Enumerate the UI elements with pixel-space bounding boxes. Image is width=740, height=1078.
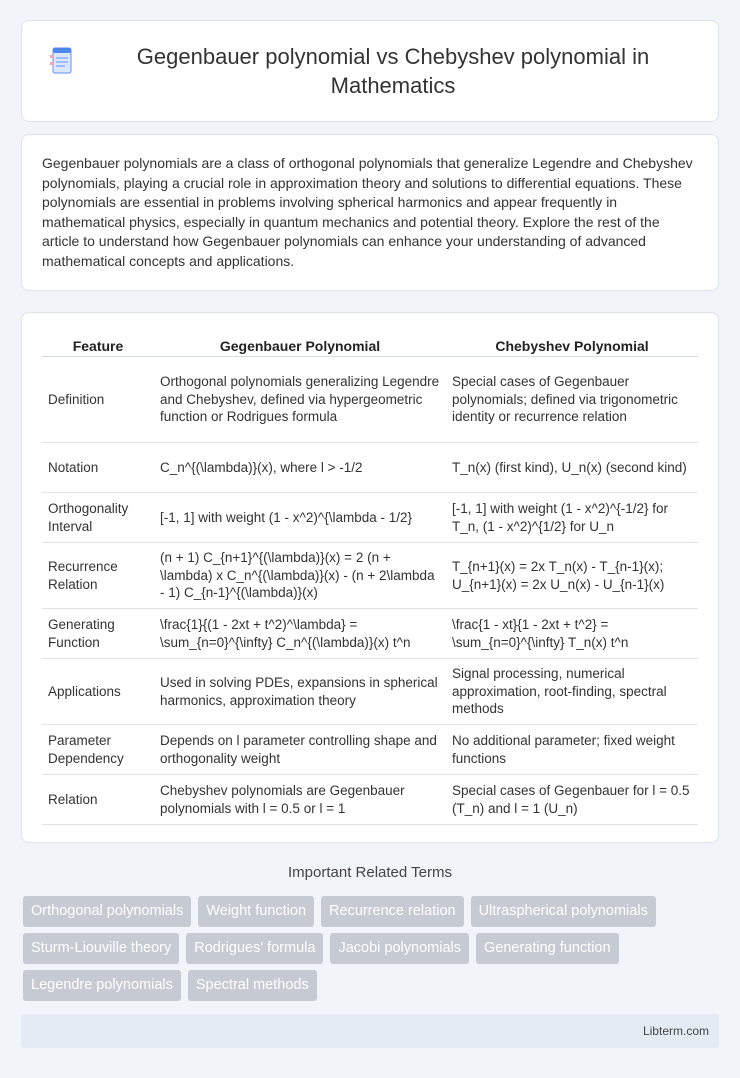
- gegenbauer-cell: Chebyshev polynomials are Gegenbauer polynomials with l = 0.5 or l = 1: [154, 775, 446, 825]
- related-term-tag[interactable]: Rodrigues' formula: [186, 933, 323, 964]
- related-term-tag[interactable]: Recurrence relation: [321, 896, 464, 927]
- feature-cell: Parameter Dependency: [42, 725, 154, 775]
- gegenbauer-cell: Used in solving PDEs, expansions in spherical harmonics, approximation theory: [154, 659, 446, 725]
- comparison-table: [42, 333, 698, 825]
- table-row: [42, 659, 698, 725]
- chebyshev-cell: No additional parameter; fixed weight functions: [446, 725, 698, 775]
- table-header-row: [42, 333, 698, 357]
- chebyshev-cell: T_{n+1}(x) = 2x T_n(x) - T_{n-1}(x); U_{n+1}(x) = 2x U_n(x) - U_{n-1}(x): [446, 543, 698, 609]
- related-terms-list: [23, 896, 723, 1007]
- related-term-tag[interactable]: Sturm-Liouville theory: [23, 933, 179, 964]
- header-card: [21, 20, 719, 122]
- document-icon: [50, 47, 74, 75]
- related-term-tag[interactable]: Legendre polynomials: [23, 970, 181, 1001]
- gegenbauer-cell: (n + 1) C_{n+1}^{(\lambda)}(x) = 2 (n + \lambda) x C_n^{(\lambda)}(x) - (n + 2\lambda - 1) C_{n-1}^{(\lambda)}(x): [154, 543, 446, 609]
- table-row: [42, 443, 698, 493]
- related-term-tag[interactable]: Spectral methods: [188, 970, 317, 1001]
- chebyshev-cell: Special cases of Gegenbauer for l = 0.5 (T_n) and l = 1 (U_n): [446, 775, 698, 825]
- feature-cell: Applications: [42, 659, 154, 725]
- chebyshev-cell: \frac{1 - xt}{1 - 2xt + t^2} = \sum_{n=0}^{\infty} T_n(x) t^n: [446, 609, 698, 659]
- table-row: [42, 357, 698, 443]
- related-term-tag[interactable]: Generating function: [476, 933, 619, 964]
- chebyshev-cell: [-1, 1] with weight (1 - x^2)^{-1/2} for T_n, (1 - x^2)^{1/2} for U_n: [446, 493, 698, 543]
- table-row: [42, 543, 698, 609]
- footer: [21, 1014, 719, 1048]
- related-terms-title: Important Related Terms: [288, 864, 452, 881]
- gegenbauer-cell: Depends on l parameter controlling shape and orthogonality weight: [154, 725, 446, 775]
- page-title: Gegenbauer polynomial vs Chebyshev polynomial in Mathematics: [136, 44, 650, 98]
- table-row: [42, 725, 698, 775]
- related-term-tag[interactable]: Ultraspherical polynomials: [471, 896, 656, 927]
- header-gegenbauer: Gegenbauer Polynomial: [154, 333, 446, 357]
- gegenbauer-cell: [-1, 1] with weight (1 - x^2)^{\lambda - 1/2}: [154, 493, 446, 543]
- header-chebyshev: Chebyshev Polynomial: [446, 333, 698, 357]
- gegenbauer-cell: \frac{1}{(1 - 2xt + t^2)^\lambda} = \sum_{n=0}^{\infty} C_n^{(\lambda)}(x) t^n: [154, 609, 446, 659]
- chebyshev-cell: Special cases of Gegenbauer polynomials; defined via trigonometric identity or recurrence relation: [446, 357, 698, 443]
- feature-cell: Generating Function: [42, 609, 154, 659]
- header-feature: Feature: [42, 333, 154, 357]
- comparison-card: [21, 312, 719, 843]
- related-term-tag[interactable]: Orthogonal polynomials: [23, 896, 191, 927]
- table-row: [42, 775, 698, 825]
- chebyshev-cell: T_n(x) (first kind), U_n(x) (second kind): [446, 443, 698, 493]
- chebyshev-cell: Signal processing, numerical approximation, root-finding, spectral methods: [446, 659, 698, 725]
- intro-card: [21, 134, 719, 291]
- intro-text: Gegenbauer polynomials are a class of orthogonal polynomials that generalize Legendre and Chebyshev polynomials, playing a crucial role in approximation theory and solutions to differential equations. These polynomials are essential in problems involving spherical harmonics and appear frequently in mathematical physics, especially in quantum mechanics and potential theory. Explore the rest of the article to understand how Gegenbauer polynomials can enhance your understanding of advanced mathematical concepts and applications.: [42, 155, 693, 269]
- feature-cell: Definition: [42, 357, 154, 443]
- footer-site-link[interactable]: Libterm.com: [642, 1024, 709, 1038]
- feature-cell: Notation: [42, 443, 154, 493]
- feature-cell: Orthogonality Interval: [42, 493, 154, 543]
- feature-cell: Relation: [42, 775, 154, 825]
- table-row: [42, 493, 698, 543]
- gegenbauer-cell: Orthogonal polynomials generalizing Legendre and Chebyshev, defined via hypergeometric function or Rodrigues formula: [154, 357, 446, 443]
- table-row: [42, 609, 698, 659]
- related-term-tag[interactable]: Jacobi polynomials: [330, 933, 469, 964]
- related-term-tag[interactable]: Weight function: [198, 896, 314, 927]
- feature-cell: Recurrence Relation: [42, 543, 154, 609]
- gegenbauer-cell: C_n^{(\lambda)}(x), where l > -1/2: [154, 443, 446, 493]
